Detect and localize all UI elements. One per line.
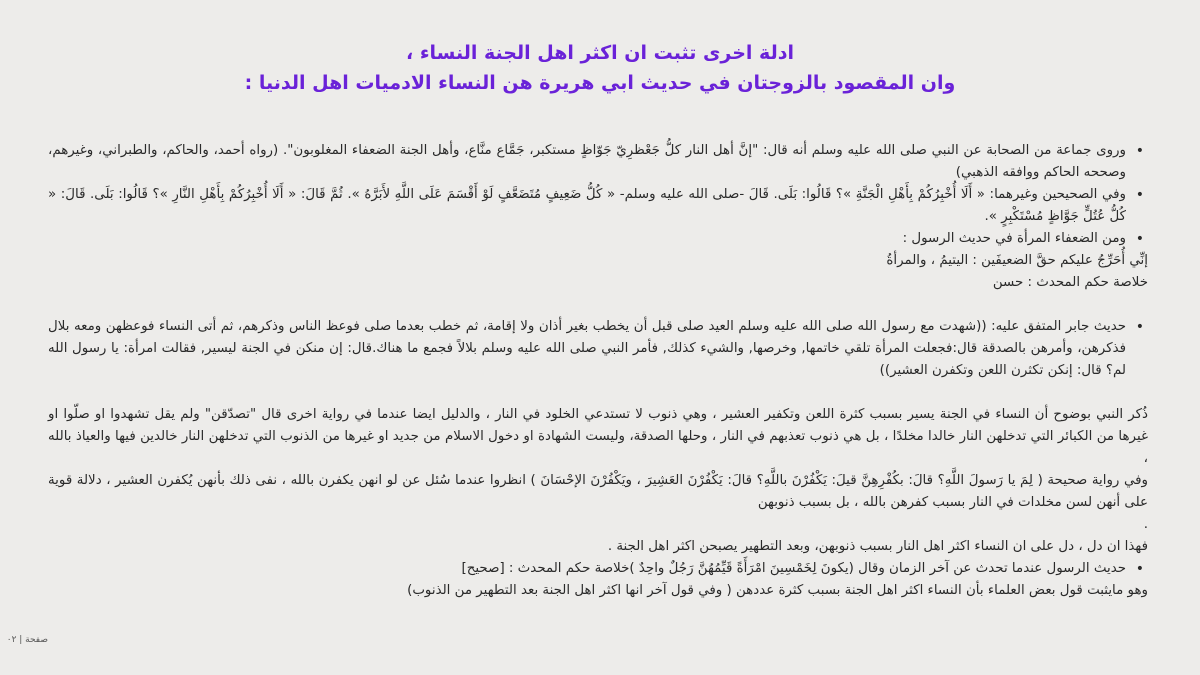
- spacer: [48, 382, 1148, 404]
- hadith-grade-line: خلاصة حكم المحدث : حسن: [992, 275, 1148, 290]
- title-line-1: ادلة اخرى تثبت ان اكثر اهل الجنة النساء ،: [406, 42, 794, 64]
- bullet-paragraph-3: • ومن الضعفاء المرأة في حديث الرسول :: [48, 228, 1148, 250]
- document-body: [48, 140, 1148, 602]
- bullet-paragraph-1: • وروى جماعة من الصحابة عن النبي صلى الله عليه وسلم أنه قال: "إنَّ أهل النار كلُّ جَعْظرِيّ جَوّاظٍ مستكبر، جَمَّاع منَّاع، وأهل الجنة الضعفاء المغلوبون". (رواه أحمد، والحاكم، والطبراني، وغيرهم، وصححه الحاكم ووافقه الذهبي): [48, 140, 1148, 184]
- bullet-paragraph-8: • حديث الرسول عندما تحدث عن آخر الزمان وقال (يكونَ لِخَمْسِينَ امْرَأَةً قَيِّمُهُنَّ رَجُلٌ واحِدٌ )خلاصة حكم المحدث : [صحيح]: [48, 558, 1148, 580]
- paragraph-6-dot: .: [1143, 517, 1148, 532]
- hadith-text-line: إنِّي أُحَرِّجُ عليكم حقَّ الضعيفَين : اليتيمُ ، والمرأةُ: [886, 253, 1148, 268]
- bullet-paragraph-4: • حديث جابر المتفق عليه: ((شهدت مع رسول الله صلى الله عليه وسلم العيد صلى قبل أن يخطب بغير أذان ولا إقامة، ثم خطب بعدما صلى فوعظ الناس وذكرهم، ثم أتى النساء فوعظهن ومعه بلال فذكرهن، وأمرهن بالصدقة قال:فجعلت المرأة تلقي خاتمها, وخرصها, والشيء كذلك, فأمر النبي صلى الله عليه وسلم بلالاً فجمع ما هناك.قال: إن منكن في الجنة ليسير, فقالت امرأة: يا رسول الله لم؟ قال: إنكن تكثرن اللعن وتكفرن العشير)): [48, 316, 1148, 382]
- paragraph-6: وفي رواية صحيحة ( لِمَ يا رَسولَ اللَّهِ؟ قالَ: بكُفْرِهِنَّ قيلَ: يَكْفُرْنَ باللَّهِ؟ قالَ: يَكْفُرْنَ العَشِيرَ ، ويَكْفُرْنَ الإحْسَانَ ) انظروا عندما سُئل عن لو انهن يكفرن بالله ، نفى ذلك بأنهن يُكفرن العشير ، دلالة قوية على أنهن لسن مخلدات في النار بسبب كفرهن بالله ، بل بسبب ذنوبهن: [48, 473, 1148, 510]
- page-title: [60, 38, 1140, 98]
- page-number: صفحة | ٠٢: [6, 635, 48, 645]
- paragraph-5: ذُكر النبي بوضوح أن النساء في الجنة يسير بسبب كثرة اللعن وتكفير العشير ، وهي ذنوب لا تستدعي الخلود في النار ، والدليل ايضا عندما في رواية اخرى قال "تصدّقن" ولم يقل تشهدوا او صلّوا او غيرها من الكبائر التي تدخلهن النار خالدا مخلدًا ، بل هي ذنوب تعذبهم في النار ، وحلها الصدقة، وليست الشهادة او دخول الاسلام من جديد او غيرها من الذنوب التي تدخلهن النار خالدين فيها والعياذ بالله ،: [48, 407, 1148, 466]
- bullet-paragraph-2: • وفي الصحيحين وغيرهما: « أَلَا أُخْبِرُكُمْ بِأَهْلِ الْجَنَّةِ »؟ قَالُوا: بَلَى. قَالَ -صلى الله عليه وسلم- « كُلُّ ضَعِيفٍ مُتَضَعَّفٍ لَوْ أَقْسَمَ عَلَى اللَّهِ لأَبَرَّهُ ». ثُمَّ قَالَ: « أَلَا أُخْبِرُكُمْ بِأَهْلِ النَّارِ »؟ قَالُوا: بَلَى. قَالَ: « كُلُّ عُتُلٍّ جَوَّاظٍ مُسْتَكْبِرٍ ».: [48, 184, 1148, 228]
- paragraph-9: وهو مايثبت قول بعض العلماء بأن النساء اكثر اهل الجنة بسبب كثرة عددهن ( وفي قول آخر انها اكثر اهل الجنة بعد التطهير من الذنوب): [407, 583, 1148, 598]
- spacer: [48, 294, 1148, 316]
- title-line-2: وان المقصود بالزوجتان في حديث ابي هريرة هن النساء الادميات اهل الدنيا :: [244, 72, 956, 94]
- paragraph-7: فهذا ان دل ، دل على ان النساء اكثر اهل النار بسبب ذنوبهن، وبعد التطهير يصبحن اكثر اهل الجنة .: [607, 539, 1148, 554]
